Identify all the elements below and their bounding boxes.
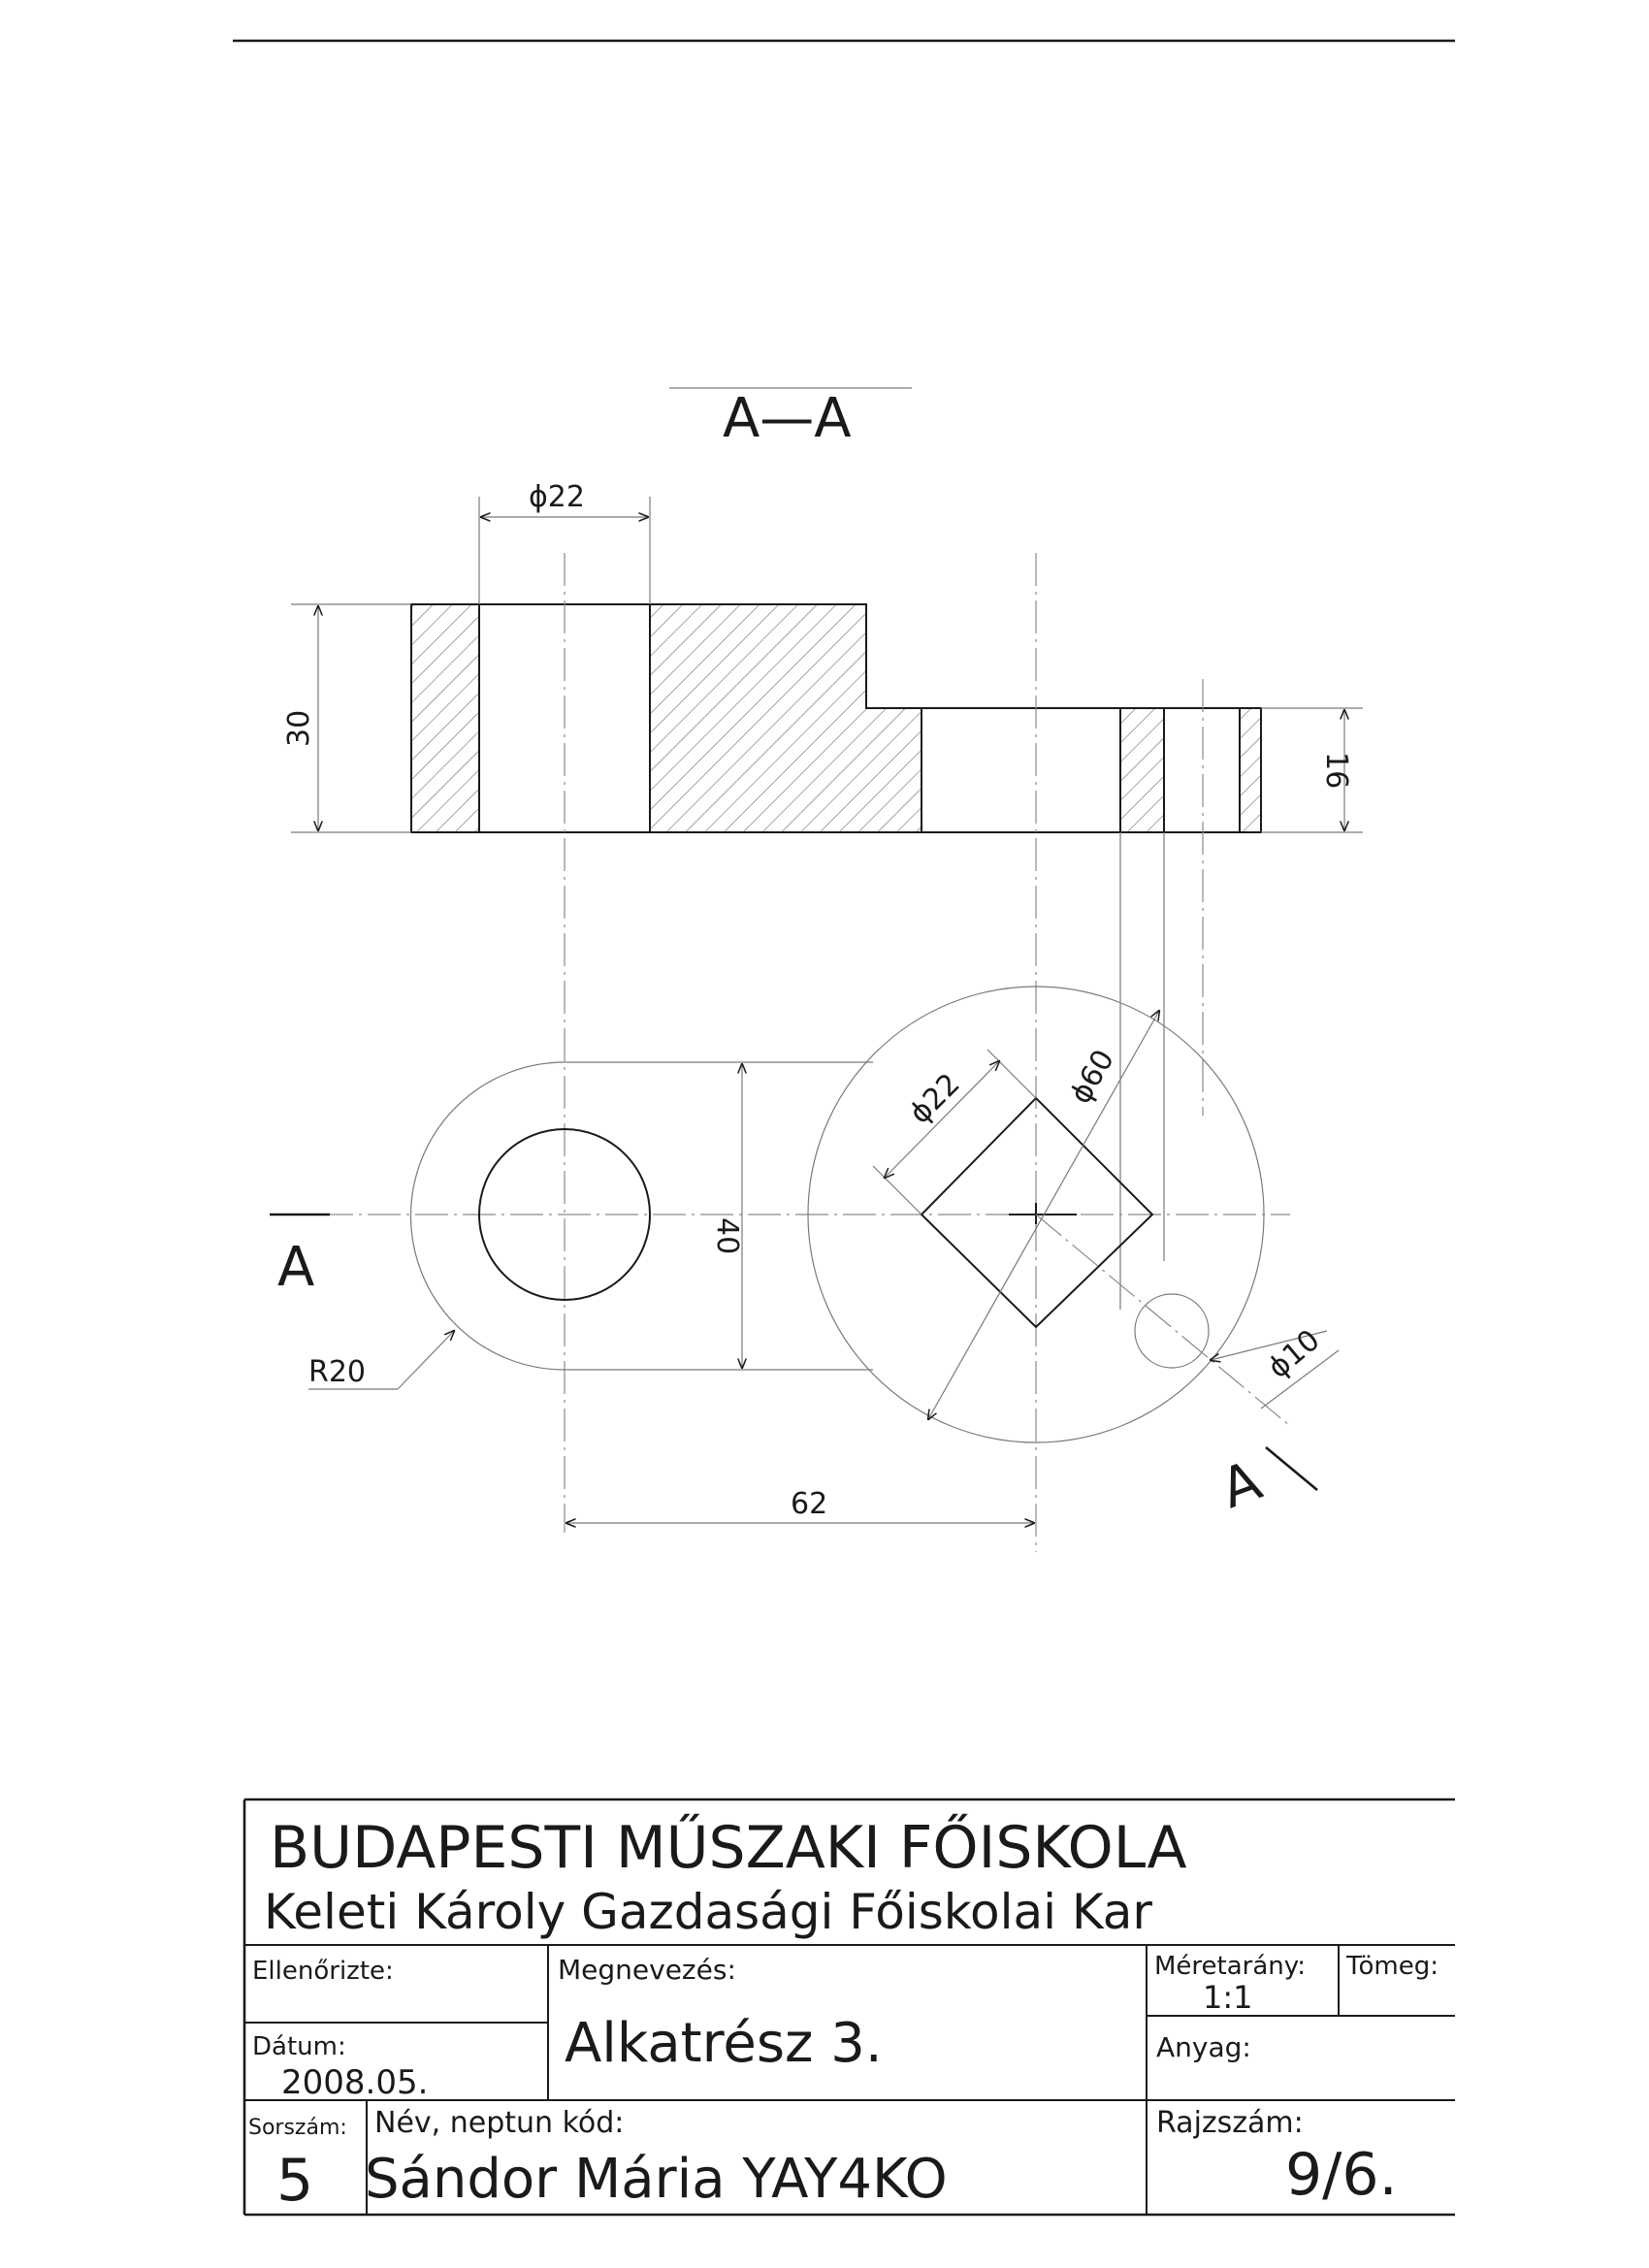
dim-label-small-hole: ϕ10 (1261, 1323, 1327, 1386)
leader-radius (398, 1331, 454, 1389)
plan-view (270, 987, 1339, 1523)
cut-label-right: A (1212, 1448, 1270, 1522)
scale-value: 1:1 (1203, 1979, 1253, 2016)
student-value: Sándor Mária YAY4KO (365, 2148, 948, 2211)
dim-label-hole: ϕ22 (529, 480, 585, 514)
mass-label: Tömeg: (1346, 1952, 1439, 1981)
date-label: Dátum: (252, 2032, 346, 2061)
dim-label-width: 40 (710, 1217, 744, 1255)
material-label: Anyag: (1156, 2031, 1251, 2063)
dim-label-circle: ϕ60 (1063, 1044, 1121, 1110)
section-view (282, 387, 1363, 1552)
dim-extension-square (873, 1166, 922, 1215)
dim-label-height: 30 (282, 709, 316, 747)
part-name-label: Megnevezés: (558, 1954, 736, 1986)
cut-mark-right (1266, 1447, 1317, 1490)
date-value: 2008.05. (281, 2063, 429, 2102)
cut-label-left: A (277, 1236, 315, 1299)
cut-plane-line (1036, 1215, 1290, 1426)
dim-label-square: ϕ22 (902, 1066, 967, 1131)
dim-label-radius: R20 (308, 1355, 367, 1389)
faculty-name: Keleti Károly Gazdasági Főiskolai Kar (264, 1884, 1152, 1940)
dim-extension-square (987, 1050, 1036, 1098)
institution-name: BUDAPESTI MŰSZAKI FŐISKOLA (270, 1814, 1187, 1882)
small-hole (1135, 1294, 1209, 1368)
hatch-left-wall (411, 604, 479, 832)
scale-label: Méretarány: (1154, 1952, 1307, 1981)
hatch-right-lip (1240, 708, 1261, 832)
dim-label-distance: 62 (791, 1487, 828, 1521)
serial-label: Sorszám: (248, 2116, 347, 2140)
dim-label-step: 16 (1319, 752, 1353, 790)
title-block (244, 1799, 1455, 2215)
part-name-value: Alkatrész 3. (565, 2012, 883, 2075)
section-title: A—A (723, 387, 852, 450)
hatch-right-wall (1120, 708, 1164, 832)
hatch-middle-block (650, 604, 922, 832)
drawing-number-label: Rajzszám: (1156, 2106, 1304, 2140)
drawing-number-value: 9/6. (1285, 2141, 1398, 2209)
student-label: Név, neptun kód: (374, 2106, 625, 2140)
serial-value: 5 (276, 2147, 314, 2215)
checked-label: Ellenőrizte: (252, 1957, 394, 1986)
